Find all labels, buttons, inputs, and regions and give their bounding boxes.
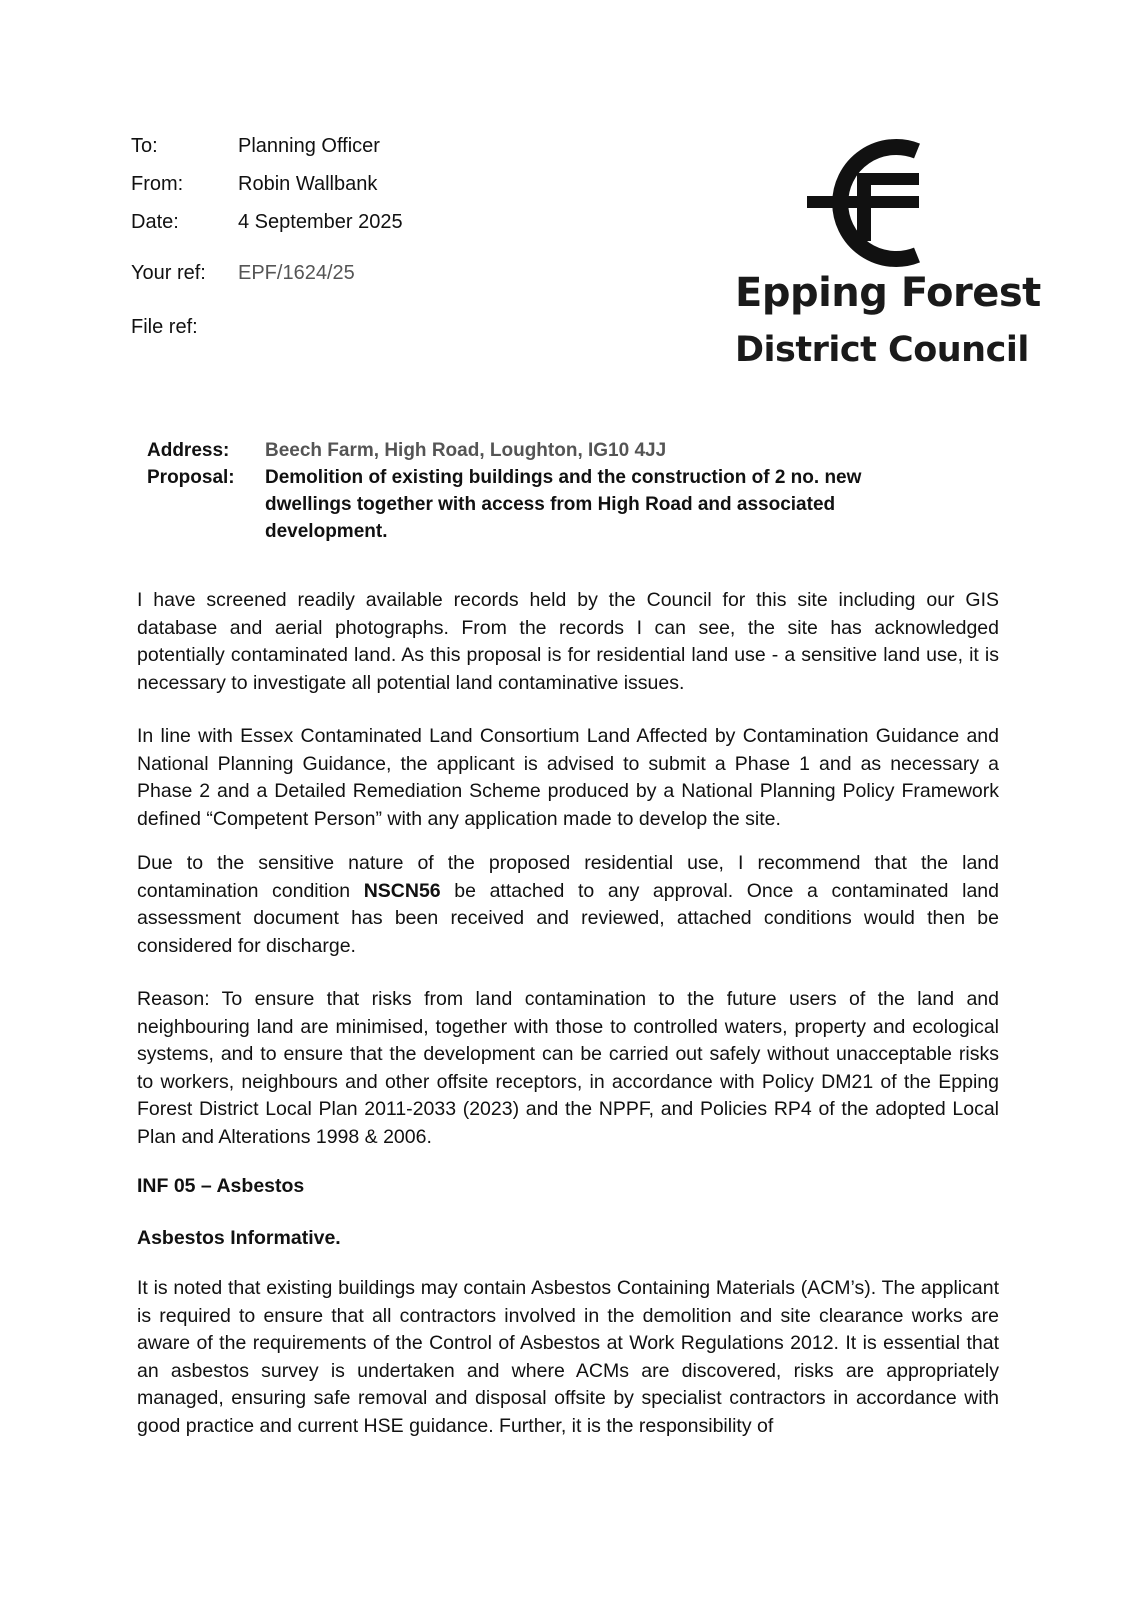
memo-file-ref-label: File ref: (131, 316, 198, 338)
logo-text-line1: Epping Forest (735, 270, 1041, 316)
memo-date-row (131, 210, 403, 234)
proposal-row (147, 464, 947, 545)
memo-date-value: 4 September 2025 (238, 211, 403, 233)
paragraph-asbestos: It is noted that existing buildings may contain Asbestos Containing Materials (ACM’s). The applicant is required to ensure that all contractors involved in the demolition and site clearance works are aware of the requirements of the Control of Asbestos at Work Regulations 2012. It is essential that an asbestos survey is undertaken and where ACMs are discovered, risks are appropriately managed, ensuring safe removal and disposal offsite by specialist contractors in accordance with good practice and current HSE guidance. Further, it is the responsibility of (137, 1277, 999, 1437)
recommendation-text-before: Due to the sensitive nature of the proposed residential use, I recommend that the land contamination condition (137, 852, 999, 902)
recommendation-text-after: be attached to any approval. Once a contaminated land assessment document has been received and reviewed, attached conditions would then be considered for discharge. (137, 879, 999, 957)
memo-your-ref-label: Your ref: (131, 262, 206, 284)
council-emblem-icon (807, 133, 937, 273)
memo-file-ref-row (131, 315, 238, 339)
memo-to-row (131, 134, 380, 158)
memo-from-row (131, 172, 377, 196)
paragraph-reason: Reason: To ensure that risks from land contamination to the future users of the land and neighbouring land are minimised, together with those to controlled waters, property and ecological systems, and to ensure that the development can be carried out safely without unacceptable risks to workers, neighbours and other offsite receptors, in accordance with Policy DM21 of the Epping Forest District Local Plan 2011-2033 (2023) and the NPPF, and Policies RP4 of the adopted Local Plan and Alterations 1998 & 2006. (137, 988, 999, 1148)
heading-asbestos-informative: Asbestos Informative. (137, 1227, 341, 1249)
address-row (147, 437, 947, 464)
logo-text-line2: District Council (735, 330, 1029, 370)
memo-to-value: Planning Officer (238, 135, 380, 157)
memo-your-ref-value: EPF/1624/25 (238, 262, 355, 284)
subject-block (147, 437, 947, 545)
heading-inf05: INF 05 – Asbestos (137, 1175, 305, 1197)
proposal-value: Demolition of existing buildings and the construction of 2 no. new dwellings together with access from High Road and associated development. (265, 467, 862, 542)
memo-to-label: To: (131, 135, 158, 157)
paragraph-guidance: In line with Essex Contaminated Land Consortium Land Affected by Contamination Guidance and National Planning Guidance, the applicant is advised to submit a Phase 1 and as necessary a Phase 2 and a Detailed Remediation Scheme produced by a National Planning Policy Framework defined “Competent Person” with any application made to develop the site. (137, 725, 999, 830)
condition-code: NSCN56 (363, 879, 441, 902)
paragraph-recommendation (137, 850, 999, 960)
council-logo (735, 128, 1075, 398)
memo-date-label: Date: (131, 211, 179, 233)
address-label: Address: (147, 440, 230, 461)
memo-your-ref-row (131, 261, 355, 285)
memo-from-value: Robin Wallbank (238, 173, 378, 195)
memo-from-label: From: (131, 173, 184, 195)
paragraph-screening: I have screened readily available records held by the Council for this site including our GIS database and aerial photographs. From the records I can see, the site has acknowledged potentially contaminated land. As this proposal is for residential land use - a sensitive land use, it is necessary to investigate all potential land contaminative issues. (137, 589, 999, 694)
proposal-label: Proposal: (147, 467, 235, 488)
address-value: Beech Farm, High Road, Loughton, IG10 4JJ (265, 440, 667, 461)
